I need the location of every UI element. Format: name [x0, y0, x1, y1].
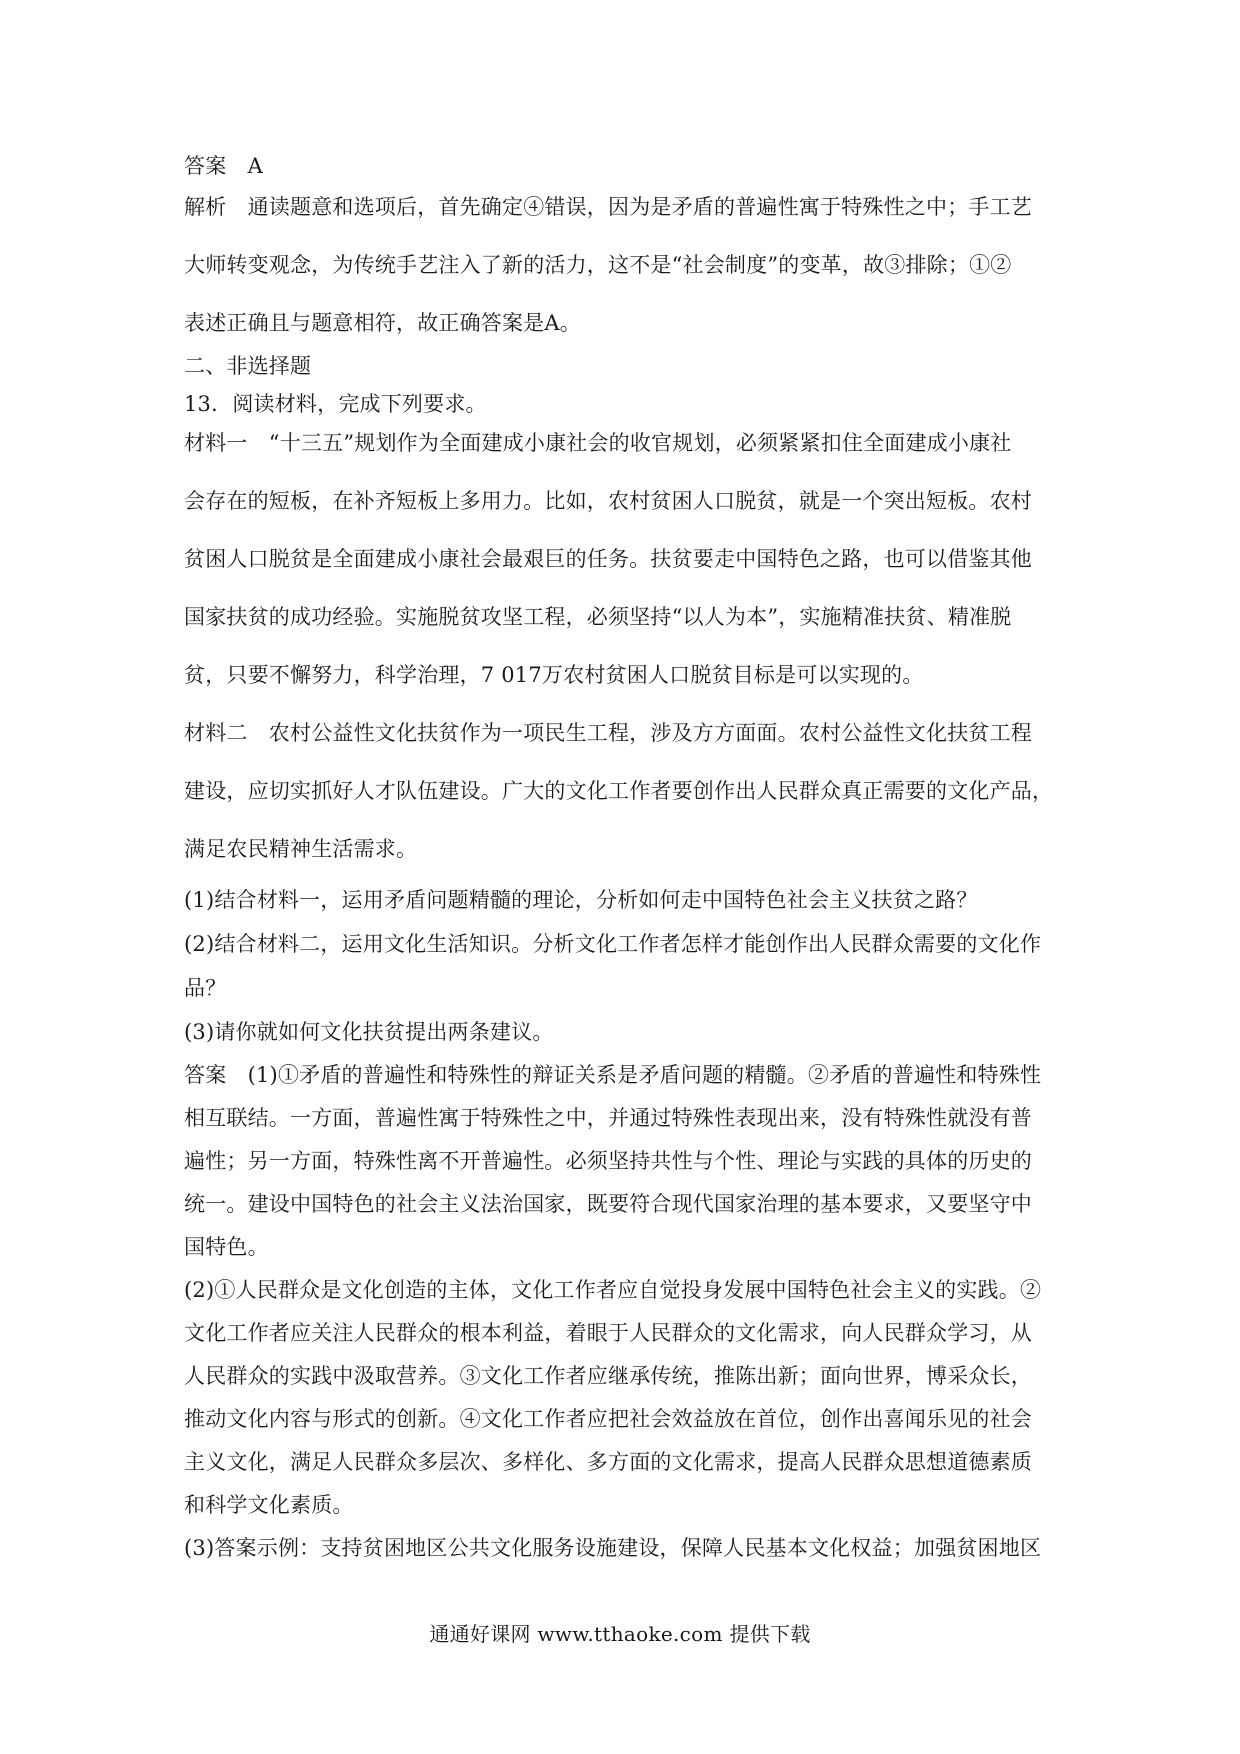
- material-line: 贫，只要不懈努力，科学治理，7 017万农村贫困人口脱贫目标是可以实现的。: [184, 663, 924, 687]
- answer-line: 遍性；另一方面，特殊性离不开普遍性。必须坚持共性与个性、理论与实践的具体的历史的: [184, 1149, 1032, 1173]
- material-line: 贫困人口脱贫是全面建成小康社会最艰巨的任务。扶贫要走中国特色之路，也可以借鉴其他: [184, 547, 1032, 571]
- material-line: 建设，应切实抓好人才队伍建设。广大的文化工作者要创作出人民群众真正需要的文化产品，: [184, 779, 1054, 803]
- page-footer: 通通好课网 www.tthaoke.com 提供下载: [429, 1622, 811, 1646]
- question-text: 13．阅读材料，完成下列要求。: [184, 392, 487, 416]
- material-line: 满足农民精神生活需求。: [184, 837, 418, 861]
- analysis-line: 表述正确且与题意相符，故正确答案是A。: [184, 311, 581, 335]
- answer-line: 主义文化，满足人民群众多层次、多样化、多方面的文化需求，提高人民群众思想道德素质: [184, 1450, 1032, 1474]
- material-line: 国家扶贫的成功经验。实施脱贫攻坚工程，必须坚持“以人为本”，实施精准扶贫、精准脱: [184, 605, 1012, 629]
- answer-block: [184, 1054, 1066, 1570]
- answer-line: 答案 (1)①矛盾的普遍性和特殊性的辩证关系是矛盾问题的精髓。②矛盾的普遍性和特殊性: [184, 1063, 1042, 1087]
- answer-line: (3)答案示例：支持贫困地区公共文化服务设施建设，保障人民基本文化权益；加强贫困地区: [184, 1536, 1042, 1560]
- sub-question-line: 品？: [184, 976, 227, 1000]
- previous-analysis: [184, 178, 1066, 352]
- sub-questions: [184, 878, 1066, 1054]
- material-one: [184, 414, 1066, 704]
- answer-line: 文化工作者应关注人民群众的根本利益，着眼于人民群众的文化需求，向人民群众学习，从: [184, 1321, 1032, 1345]
- material-line: 材料一 “十三五”规划作为全面建成小康社会的收官规划，必须紧紧扣住全面建成小康社: [184, 431, 1012, 455]
- answer-line: 国特色。: [184, 1235, 269, 1259]
- answer-line: 相互联结。一方面，普遍性寓于特殊性之中，并通过特殊性表现出来，没有特殊性就没有普: [184, 1106, 1032, 1130]
- answer-line: 答案 A: [184, 154, 263, 178]
- section-heading: [184, 348, 1066, 384]
- sub-question-line: (1)结合材料一，运用矛盾问题精髓的理论，分析如何走中国特色社会主义扶贫之路？: [184, 888, 978, 912]
- answer-line: 推动文化内容与形式的创新。④文化工作者应把社会效益放在首位，创作出喜闻乐见的社会: [184, 1407, 1032, 1431]
- analysis-line: 大师转变观念，为传统手艺注入了新的活力，这不是“社会制度”的变革，故③排除；①②: [184, 253, 1012, 277]
- sub-question-line: (2)结合材料二，运用文化生活知识。分析文化工作者怎样才能创作出人民群众需要的文化作: [184, 932, 1042, 956]
- material-line: 会存在的短板，在补齐短板上多用力。比如，农村贫困人口脱贫，就是一个突出短板。农村: [184, 489, 1032, 513]
- analysis-line: 解析 通读题意和选项后，首先确定④错误，因为是矛盾的普遍性寓于特殊性之中；手工艺: [184, 195, 1032, 219]
- section-title: 二、非选择题: [184, 354, 312, 378]
- answer-line: 统一。建设中国特色的社会主义法治国家，既要符合现代国家治理的基本要求，又要坚守中: [184, 1192, 1032, 1216]
- page-content: [184, 148, 1066, 1570]
- sub-question-line: (3)请你就如何文化扶贫提出两条建议。: [184, 1020, 554, 1044]
- answer-line: 人民群众的实践中汲取营养。③文化工作者应继承传统，推陈出新；面向世界，博采众长，: [184, 1364, 1032, 1388]
- material-two: [184, 704, 1066, 878]
- answer-line: (2)①人民群众是文化创造的主体，文化工作者应自觉投身发展中国特色社会主义的实践。②: [184, 1278, 1042, 1302]
- material-line: 材料二 农村公益性文化扶贫作为一项民生工程，涉及方方面面。农村公益性文化扶贫工程: [184, 721, 1032, 745]
- answer-line: 和科学文化素质。: [184, 1493, 354, 1517]
